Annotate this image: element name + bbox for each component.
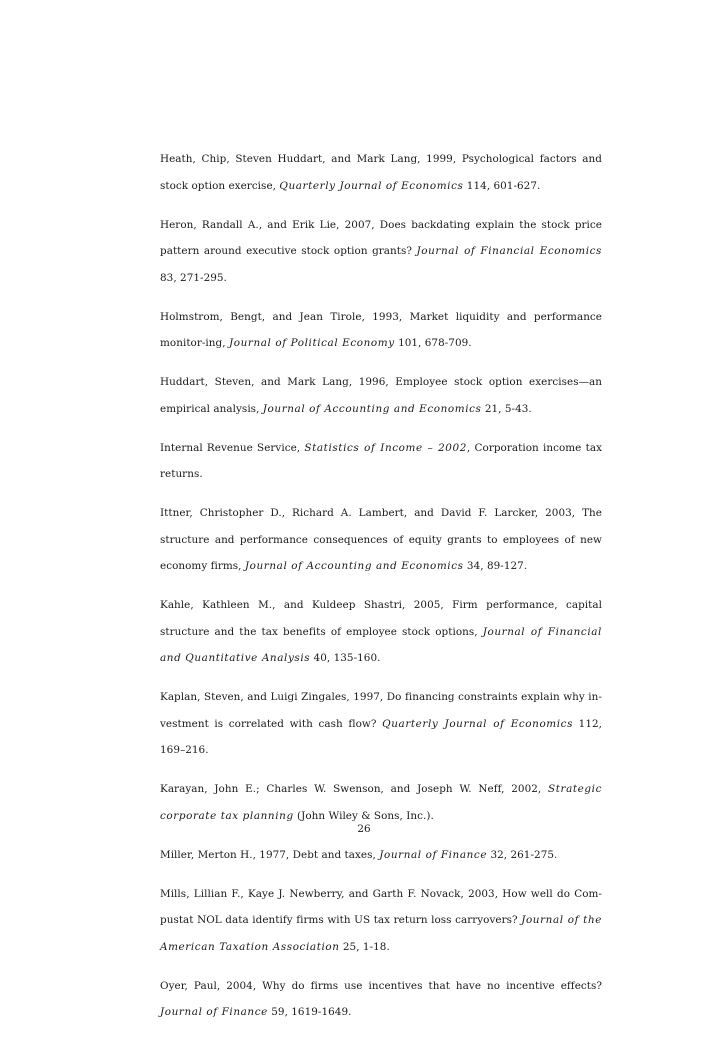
reference-text: 112, 169–216. bbox=[160, 717, 603, 756]
reference-entry bbox=[160, 304, 602, 357]
reference-entry bbox=[160, 881, 602, 961]
reference-text: Heath, Chip, Steven Huddart, and Mark Lang, 1999, Psychological factors and stock option exercise, bbox=[160, 153, 602, 192]
reference-entry bbox=[160, 592, 602, 672]
reference-text: Karayan, John E.; Charles W. Swenson, and Joseph W. Neff, 2002, bbox=[160, 783, 549, 795]
reference-text: Holmstrom, Bengt, and Jean Tirole, 1993, Market liquidity and performance monitor-ing, bbox=[160, 310, 602, 349]
reference-text: 101, 678-709. bbox=[394, 337, 472, 349]
reference-text: Internal Revenue Service, bbox=[160, 441, 305, 454]
reference-text: Mills, Lillian F., Kaye J. Newberry, and Garth F. Novack, 2003, How well do Com-pustat NOL data identify firms with US tax return loss carryovers? bbox=[160, 887, 602, 926]
reference-entry bbox=[160, 435, 602, 488]
reference-text: 21, 5-43. bbox=[481, 402, 532, 415]
journal-title: Journal of Accounting and Economics bbox=[244, 560, 464, 572]
reference-text: Heron, Randall A., and Erik Lie, 2007, Does backdating explain the stock price pattern around executive stock option grants? bbox=[160, 218, 602, 257]
reference-entry bbox=[160, 684, 602, 764]
reference-entry bbox=[160, 146, 602, 199]
reference-list bbox=[160, 146, 602, 1038]
reference-text: Huddart, Steven, and Mark Lang, 1996, Employee stock option exercises—an empirical analysis, bbox=[160, 376, 602, 415]
reference-text: Oyer, Paul, 2004, Why do firms use incentives that have no incentive effects? bbox=[160, 979, 602, 992]
journal-title: Journal of Political Economy bbox=[228, 337, 395, 349]
reference-text: Kaplan, Steven, and Luigi Zingales, 1997, Do financing constraints explain why in-vestment is correlated with cash flow? bbox=[160, 691, 602, 730]
journal-title: Journal of Finance bbox=[160, 1006, 268, 1018]
reference-text: Miller, Merton H., 1977, Debt and taxes, bbox=[160, 848, 380, 861]
reference-entry bbox=[160, 212, 602, 292]
reference-text: , Corporation income tax returns. bbox=[160, 441, 602, 480]
journal-title: Journal of the American Taxation Association bbox=[160, 914, 602, 953]
reference-entry bbox=[160, 842, 602, 869]
reference-entry bbox=[160, 500, 602, 580]
reference-text: 114, 601-627. bbox=[463, 179, 541, 192]
reference-text: 40, 135-160. bbox=[310, 652, 381, 664]
reference-entry bbox=[160, 776, 602, 829]
journal-title: Journal of Financial and Quantitative Analysis bbox=[160, 625, 602, 664]
journal-title: Journal of Accounting and Economics bbox=[262, 402, 482, 415]
reference-text: 83, 271-295. bbox=[160, 271, 227, 284]
reference-text: 59, 1619-1649. bbox=[267, 1006, 352, 1018]
journal-title: Journal of Financial Economics bbox=[416, 245, 602, 257]
reference-text: (John Wiley & Sons, Inc.). bbox=[293, 809, 434, 822]
reference-text: 32, 261-275. bbox=[487, 848, 558, 861]
journal-title: Journal of Finance bbox=[379, 848, 488, 861]
reference-entry bbox=[160, 369, 602, 422]
book-title: Strategic corporate tax planning bbox=[160, 783, 602, 822]
reference-text: Kahle, Kathleen M., and Kuldeep Shastri, 2005, Firm performance, capital structure and the tax benefits of employee stock options, bbox=[160, 599, 602, 638]
publication-title: Statistics of Income – 2002 bbox=[304, 441, 467, 454]
reference-entry bbox=[160, 973, 602, 1026]
reference-text: Ittner, Christopher D., Richard A. Lambert, and David F. Larcker, 2003, The structure and performance consequences of equity grants to employees of new economy firms, bbox=[160, 507, 602, 572]
reference-text: 34, 89-127. bbox=[463, 560, 528, 572]
reference-text: 25, 1-18. bbox=[339, 940, 390, 953]
journal-title: Quarterly Journal of Economics bbox=[279, 179, 464, 192]
page-number: 26 bbox=[357, 823, 371, 835]
journal-title: Quarterly Journal of Economics bbox=[382, 717, 574, 730]
